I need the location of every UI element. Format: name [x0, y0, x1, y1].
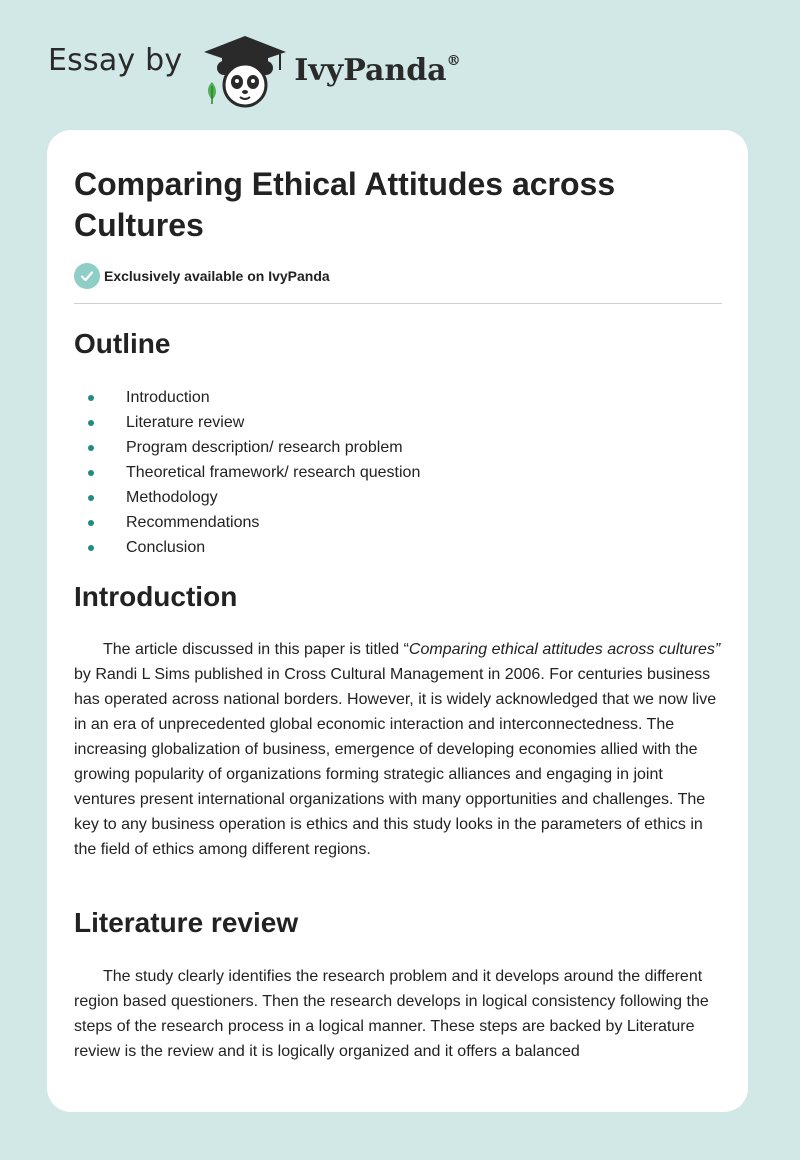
divider	[74, 303, 722, 304]
badge-text: Exclusively available on IvyPanda	[104, 268, 330, 284]
exclusive-badge	[74, 263, 330, 289]
bullet-icon	[88, 445, 94, 451]
article-card	[47, 130, 748, 1112]
panda-graduate-icon	[200, 30, 290, 110]
bullet-icon	[88, 545, 94, 551]
bullet-icon	[88, 495, 94, 501]
literature-review-paragraph: The study clearly identifies the research problem and it develops around the different region based questioners. Then the research develops in logical consistency following the steps of the research process in a logical manner. These steps are backed by Literature review is the review and it is logically organized and it offers a balanced	[74, 968, 709, 1060]
outline-heading: Outline	[74, 328, 171, 359]
bullet-icon	[88, 420, 94, 426]
introduction-heading: Introduction	[74, 581, 238, 612]
bullet-icon	[88, 470, 94, 476]
article-title: Comparing Ethical Attitudes across Cultures	[74, 166, 616, 243]
outline-item[interactable]: Conclusion	[74, 535, 420, 560]
outline-item[interactable]: Theoretical framework/ research question	[74, 460, 420, 485]
outline-item[interactable]: Methodology	[74, 485, 420, 510]
outline-list	[74, 385, 420, 560]
checkmark-icon	[74, 263, 100, 289]
outline-item[interactable]: Literature review	[74, 410, 420, 435]
outline-item[interactable]: Recommendations	[74, 510, 420, 535]
bullet-icon	[88, 520, 94, 526]
brand-prefix: Essay by	[48, 42, 183, 78]
site-header	[48, 30, 461, 110]
introduction-paragraph: The article discussed in this paper is titled “Comparing ethical attitudes across cultures” by Randi L Sims published in Cross Cultural Management in 2006. For centuries business has operated across national borders. However, it is widely acknowledged that we now live in an era of unprecedented global economic interaction and interconnectedness. The increasing globalization of business, emergence of developing economies allied with the growing popularity of organizations forming strategic alliances and engaging in joint ventures present international organizations with many opportunities and challenges. The key to any business operation is ethics and this study looks in the parameters of ethics in the field of ethics among different regions.	[74, 641, 721, 858]
brand-name[interactable]: IvyPanda®	[294, 52, 461, 88]
outline-item[interactable]: Introduction	[74, 385, 420, 410]
outline-item[interactable]: Program description/ research problem	[74, 435, 420, 460]
literature-review-heading: Literature review	[74, 907, 299, 938]
bullet-icon	[88, 395, 94, 401]
